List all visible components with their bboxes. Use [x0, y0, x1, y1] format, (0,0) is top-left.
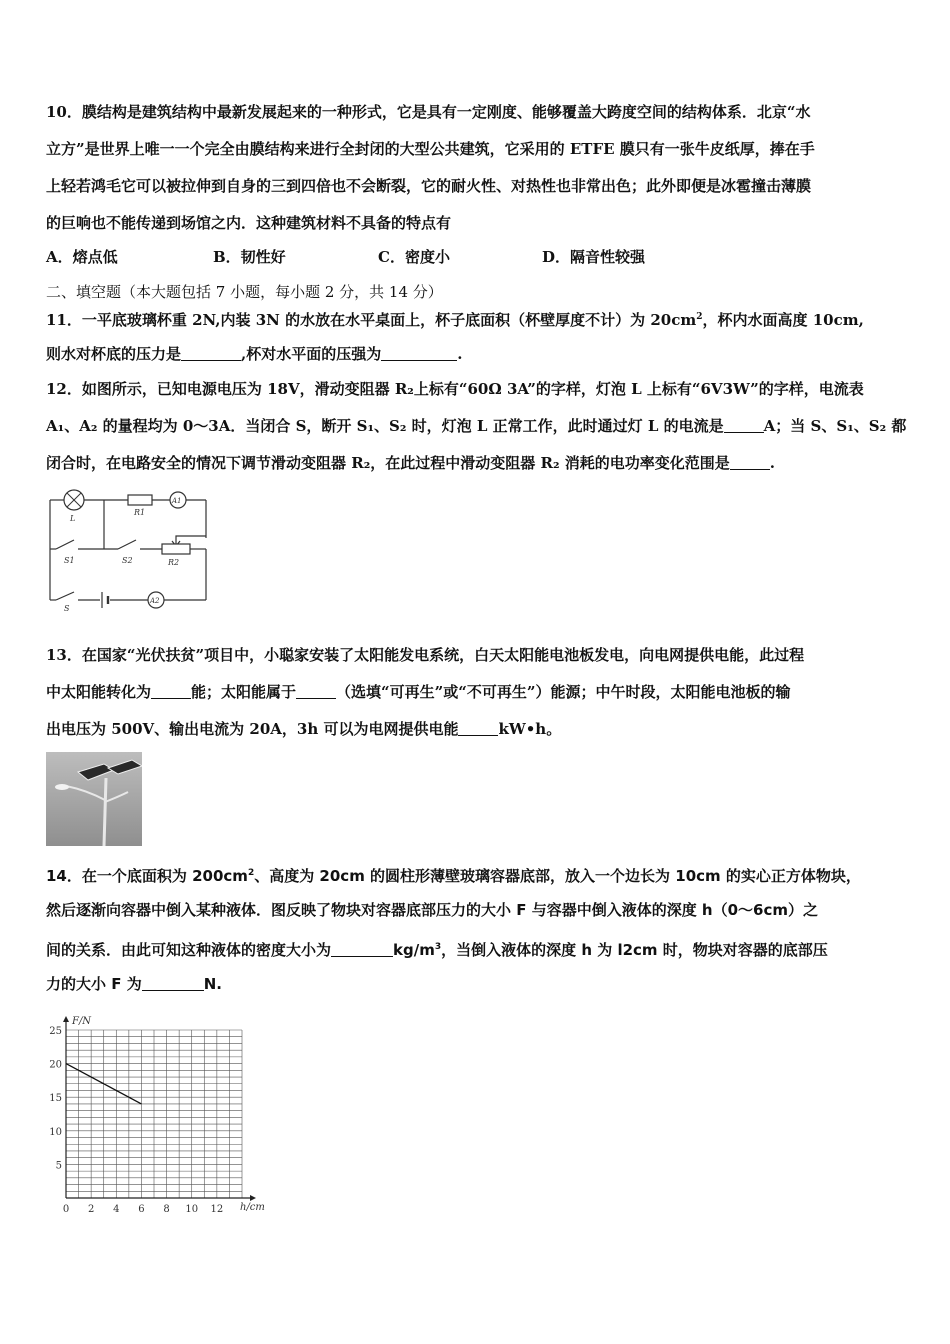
q13-text-b: 能；太阳能属于 [191, 683, 297, 701]
x-tick-label: 4 [113, 1204, 120, 1215]
q13-line-2 [46, 681, 791, 703]
q14-text-g: N. [203, 975, 222, 993]
q13-blank-3[interactable] [458, 721, 498, 736]
q13-text-e: kW•h。 [498, 720, 562, 738]
q14-sup-2: 3 [434, 942, 442, 952]
q11-text-b: ，杯内水面高度 10cm, [702, 311, 864, 329]
section-heading: 二、填空题（本大题包括 7 小题，每小题 2 分，共 14 分） [46, 283, 443, 301]
chart-axes [63, 1016, 256, 1201]
q12-text-d: . [769, 454, 775, 472]
q14-text-b: 、高度为 20cm 的圆柱形薄壁玻璃容器底部，放入一个边长为 10cm 的实心正方体物块， [254, 867, 861, 885]
circuit-diagram [44, 486, 210, 612]
q14-blank-1[interactable] [331, 942, 393, 957]
x-tick-label: 10 [185, 1204, 199, 1215]
q12-text-c: 闭合时，在电路安全的情况下调节滑动变阻器 R₂，在此过程中滑动变阻器 R₂ 消耗的电功率变化范围是 [46, 454, 730, 472]
chart-xlabel: h/cm [240, 1202, 265, 1213]
q13-text-d: 出电压为 500V、输出电流为 20A，3h 可以为电网提供电能 [46, 720, 459, 738]
q14-sup-1: 2 [247, 868, 255, 878]
q11-line-1 [46, 306, 864, 331]
q11-text-c: 则水对杯底的压力是 [46, 345, 182, 363]
q12-blank-1[interactable] [724, 418, 764, 433]
y-tick-label: 10 [49, 1126, 62, 1138]
q11-line-2 [46, 343, 462, 365]
y-tick-label: 20 [49, 1059, 62, 1071]
label-s1: S1 [64, 556, 75, 565]
q12-line-1: 12．如图所示，已知电源电压为 18V，滑动变阻器 R₂上标有“60Ω 3A”的字样，灯泡 L 上标有“6V3W”的字样，电流表 [46, 380, 864, 398]
label-r1: R1 [134, 508, 146, 517]
label-l: L [70, 514, 76, 523]
q12-blank-2[interactable] [730, 455, 770, 470]
lamp-l-icon [64, 490, 84, 510]
q12-text-a: A₁、A₂ 的量程均为 0～3A．当闭合 S，断开 S₁、S₂ 时，灯泡 L 正常工作，此时通过灯 L 的电流是 [46, 417, 724, 435]
q12-text-b: A；当 S、S₁、S₂ 都 [763, 417, 907, 435]
q14-line-2: 然后逐渐向容器中倒入某种液体．图反映了物块对容器底部压力的大小 F 与容器中倒入液体的深度 h（0～6cm）之 [46, 901, 818, 919]
q13-blank-1[interactable] [151, 684, 191, 699]
q14-text-a: 14．在一个底面积为 200cm [46, 867, 248, 885]
q13-line-3 [46, 718, 561, 740]
q11-sup: 2 [696, 312, 703, 322]
y-tick-label: 5 [55, 1160, 62, 1172]
q13-line-1: 13．在国家“光伏扶贫”项目中，小聪家安装了太阳能发电系统，白天太阳能电池板发电，向电网提供电能，此过程 [46, 646, 805, 664]
q13-text-c: （选填“可再生”或“不可再生”）能源；中午时段，太阳能电池板的输 [336, 683, 791, 701]
q10-option-a: A．熔点低 [46, 248, 118, 266]
y-axis-arrow [63, 1016, 69, 1022]
q14-line-3 [46, 936, 828, 961]
resistor-r1-icon [128, 495, 152, 505]
chart-ylabel: F/N [72, 1016, 92, 1027]
q10-line-1: 10．膜结构是建筑结构中最新发展起来的一种形式，它是具有一定刚度、能够覆盖大跨度空间的结构体系．北京“水 [46, 103, 811, 121]
label-s: S [64, 604, 70, 612]
q14-text-f: 力的大小 F 为 [46, 975, 142, 993]
q11-blank-2[interactable] [381, 346, 457, 361]
q14-blank-2[interactable] [142, 976, 204, 991]
q14-text-c: 间的关系．由此可知这种液体的密度大小为 [46, 941, 332, 959]
label-s2: S2 [122, 556, 133, 565]
q14-text-d: kg/m [393, 941, 435, 959]
x-tick-label: 6 [138, 1204, 145, 1215]
q14-line-1 [46, 862, 861, 887]
q10-option-d: D．隔音性较强 [542, 248, 646, 266]
q14-text-e: ，当倒入液体的深度 h 为 l2cm 时，物块对容器的底部压 [441, 941, 828, 959]
q10-line-4: 的巨响也不能传递到场馆之内．这种建筑材料不具备的特点有 [46, 214, 452, 232]
x-axis-arrow [250, 1195, 256, 1201]
x-tick-label: 2 [87, 1204, 95, 1215]
q13-blank-2[interactable] [296, 684, 336, 699]
y-tick-label: 25 [49, 1026, 62, 1037]
q11-text-d: ,杯对水平面的压强为 [241, 345, 382, 363]
q12-line-2 [46, 415, 906, 437]
q10-option-c: C．密度小 [378, 248, 450, 266]
q13-text-a: 中太阳能转化为 [46, 683, 152, 701]
y-tick-label: 15 [49, 1093, 62, 1105]
q11-text-a: 11．一平底玻璃杯重 2N,内装 3N 的水放在水平桌面上，杯子底面积（杯壁厚度不计）为 20cm [46, 311, 697, 329]
label-a1: A1 [172, 497, 182, 505]
q11-blank-1[interactable] [181, 346, 241, 361]
x-tick-label: 12 [210, 1204, 224, 1215]
chart-ticks [49, 1026, 223, 1215]
x-tick-label: 0 [62, 1204, 70, 1215]
force-depth-chart [44, 1010, 274, 1220]
q12-line-3 [46, 452, 775, 474]
q11-text-e: . [457, 345, 463, 363]
q10-line-2: 立方”是世界上唯一一个完全由膜结构来进行全封闭的大型公共建筑，它采用的 ETFE 膜只有一张牛皮纸厚，捧在手 [46, 140, 815, 158]
q10-option-b: B．韧性好 [213, 248, 286, 266]
chart-grid [66, 1030, 242, 1198]
x-tick-label: 8 [163, 1204, 170, 1215]
resistor-r2-icon [162, 544, 190, 554]
label-a2: A2 [150, 597, 160, 605]
q14-line-4 [46, 973, 222, 995]
q10-line-3: 上轻若鸿毛它可以被拉伸到自身的三到四倍也不会断裂，它的耐火性、对热性也非常出色；此外即便是冰雹撞击薄膜 [46, 177, 812, 195]
solar-panel-photo [46, 752, 142, 846]
label-r2: R2 [168, 558, 180, 567]
